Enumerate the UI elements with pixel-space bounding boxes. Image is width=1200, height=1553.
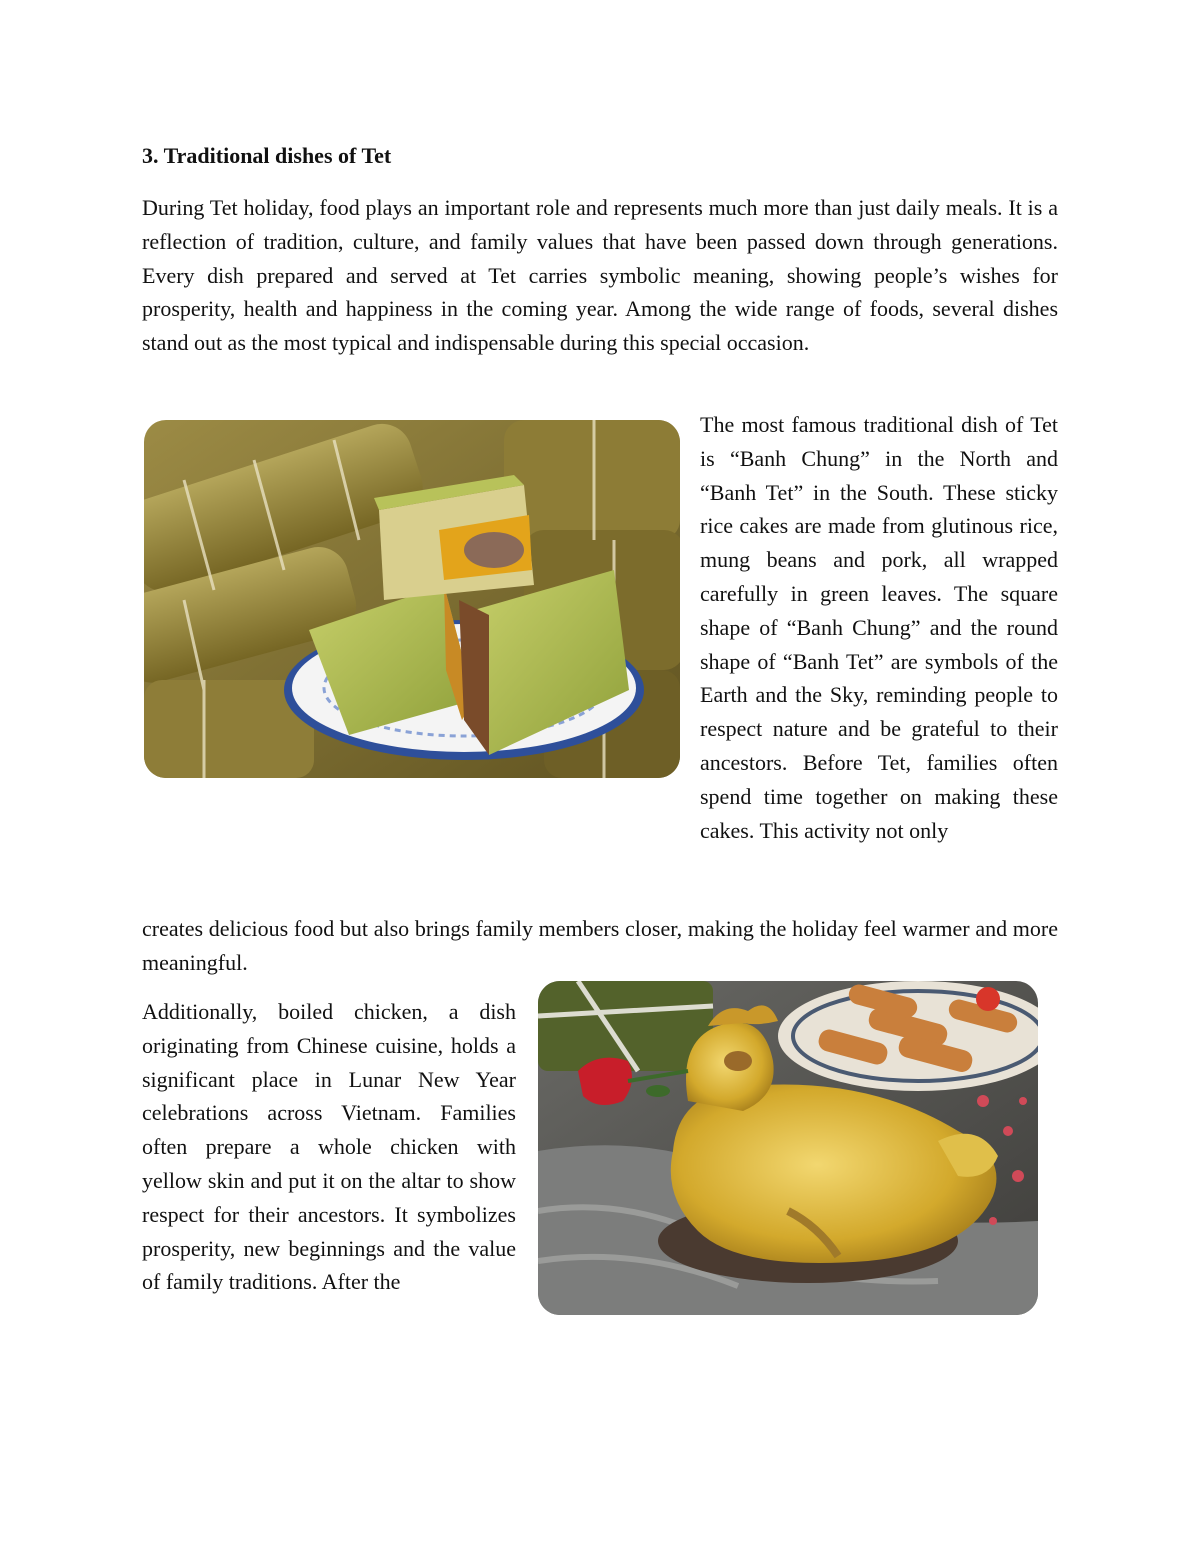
banh-chung-paragraph-part2: creates delicious food but also brings family members closer, making the holiday feel warmer and more meaningful.	[142, 916, 1058, 975]
section-heading: 3. Traditional dishes of Tet	[142, 143, 392, 168]
wrapped-cake-background	[538, 981, 713, 1071]
boiled-chicken-photo	[538, 981, 1038, 1315]
boiled-chicken-paragraph: Additionally, boiled chicken, a dish originating from Chinese cuisine, holds a significant place in Lunar New Year celebrations across Vietnam. Families often prepare a whole chicken with yellow skin and put it on the altar to show respect for their ancestors. It symbolizes prosperity, new beginnings and the value of family traditions. After the	[142, 999, 516, 1295]
banh-chung-photo	[144, 420, 680, 778]
intro-paragraph: During Tet holiday, food plays an important role and represents much more than just daily meals. It is a reflection of tradition, culture, and family values that have been passed down through generations. Every dish prepared and served at Tet carries symbolic meaning, showing people’s wishes for prosperity, health and happiness in the coming year. Among the wide range of foods, several dishes stand out as the most typical and indispensable during this special occasion.	[142, 195, 1058, 356]
banh-chung-paragraph-part1: The most famous traditional dish of Tet is “Banh Chung” in the North and “Banh Tet” in the South. These sticky rice cakes are made from glutinous rice, mung beans and pork, all wrapped carefully in green leaves. The square shape of “Banh Chung” and the round shape of “Banh Tet” are symbols of the Earth and the Sky, reminding people to respect nature and be grateful to their ancestors. Before Tet, families often spend time together on making these cakes. This activity not only	[700, 412, 1058, 843]
